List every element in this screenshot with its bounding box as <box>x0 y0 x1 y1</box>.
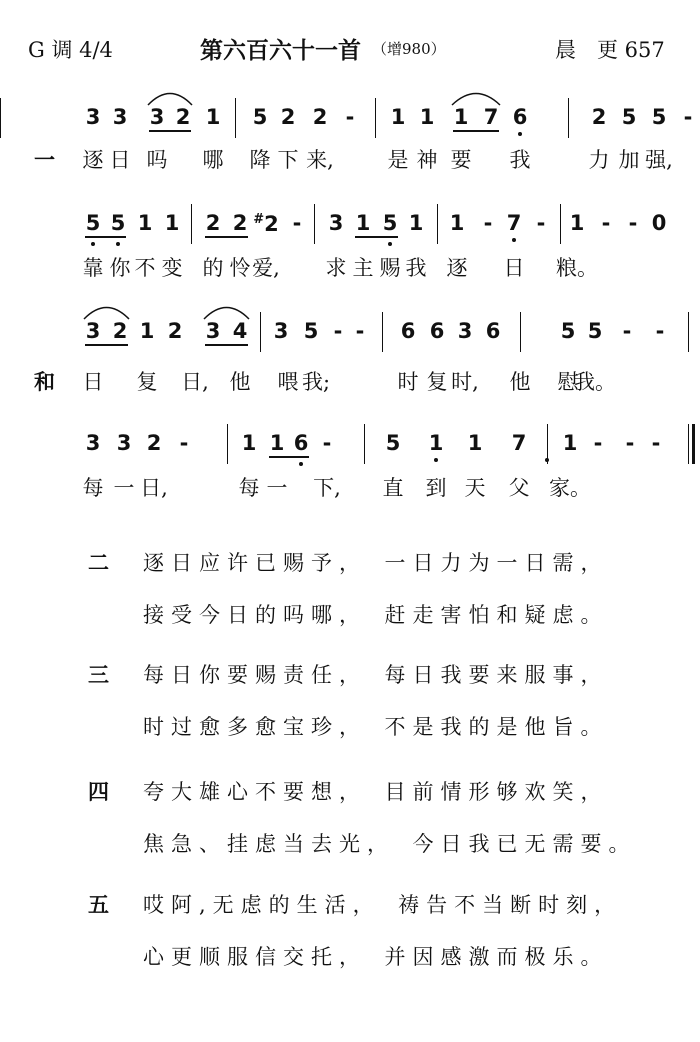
stanza-number: 五 <box>88 893 109 917</box>
note: 6 <box>293 431 309 455</box>
bar-line <box>568 98 569 138</box>
lyric-syllable: 你 <box>109 256 131 280</box>
note: - <box>483 211 493 235</box>
slur-arc <box>203 302 250 320</box>
octave-dot <box>91 242 95 246</box>
note: - <box>179 431 189 455</box>
note: 3 <box>85 105 101 129</box>
bar-line <box>235 98 236 138</box>
bar-line <box>437 204 438 244</box>
stanza-number: 四 <box>88 780 109 804</box>
bar-line <box>688 312 689 352</box>
note: - <box>593 431 603 455</box>
note: - <box>355 319 365 343</box>
note: 2 <box>232 211 248 235</box>
lyric-syllable: 时 <box>397 370 419 394</box>
note: 1 <box>390 105 406 129</box>
lyric-syllable: 他 <box>509 370 531 394</box>
octave-dot <box>518 132 522 136</box>
note: 3 <box>273 319 289 343</box>
lyric-syllable: 靠 <box>82 256 104 280</box>
eighth-underline <box>85 236 126 238</box>
note: 0 <box>651 211 667 235</box>
final-bar-line <box>692 424 695 464</box>
lyric-syllable: 哪 <box>202 148 224 172</box>
lyric-syllable: 是 <box>387 148 409 172</box>
note: 3 <box>85 431 101 455</box>
lyric-syllable: 求 <box>325 256 347 280</box>
lyric-syllable: 时, <box>451 370 479 394</box>
note: 2 <box>146 431 162 455</box>
bar-line <box>191 204 192 244</box>
note: 3 <box>85 319 101 343</box>
note: 1 <box>419 105 435 129</box>
lyric-syllable: 怜 <box>229 256 251 280</box>
note: 2 <box>175 105 191 129</box>
bar-line <box>364 424 365 464</box>
note: 1 <box>139 319 155 343</box>
stanza-line: 每日你要赐责任， 每日我要来服事， <box>143 663 609 687</box>
tune-name: 晨 更 657 <box>555 38 665 62</box>
lyric-syllable: 不 <box>134 256 156 280</box>
note: - <box>683 105 693 129</box>
lyric-syllable: 下, <box>313 476 341 500</box>
note: 1 <box>408 211 424 235</box>
note: 1 <box>164 211 180 235</box>
lyric-syllable: 天 <box>464 476 486 500</box>
note: 1 <box>137 211 153 235</box>
note: 1 <box>449 211 465 235</box>
bar-line <box>375 98 376 138</box>
note: 5 <box>621 105 637 129</box>
octave-dot <box>299 462 303 466</box>
note: - <box>628 211 638 235</box>
note: 1 <box>428 431 444 455</box>
note: 5 <box>110 211 126 235</box>
lyric-syllable: 强, <box>645 148 673 172</box>
lyric-syllable: 要 <box>450 148 472 172</box>
stanza-number: 二 <box>88 551 109 575</box>
octave-dot <box>116 242 120 246</box>
note: - <box>651 431 661 455</box>
slur-arc <box>451 88 501 106</box>
bar-line <box>560 204 561 244</box>
lyric-syllable: 逐 <box>82 148 104 172</box>
note: - <box>536 211 546 235</box>
lyric-syllable: 日 <box>82 370 104 394</box>
lyric-syllable: 加 <box>618 148 640 172</box>
lyric-syllable: 复 <box>426 370 448 394</box>
bar-line <box>382 312 383 352</box>
note: 6 <box>485 319 501 343</box>
eighth-underline <box>453 130 499 132</box>
note: 6 <box>429 319 445 343</box>
eighth-underline <box>269 456 309 458</box>
note: #2 <box>253 212 279 236</box>
stanza-line: 时过愈多愈宝珍， 不是我的是他旨。 <box>143 715 609 739</box>
note: 5 <box>587 319 603 343</box>
verse-marker: 一 <box>34 148 55 172</box>
bar-line <box>227 424 228 464</box>
lyric-syllable: 神 <box>416 148 438 172</box>
eighth-underline <box>205 344 248 346</box>
note: 6 <box>400 319 416 343</box>
stanza-line: 接受今日的吗哪， 赶走害怕和疑虑。 <box>143 603 609 627</box>
note: 1 <box>562 431 578 455</box>
note: 3 <box>328 211 344 235</box>
stanza-line: 焦急、挂虑当去光， 今日我已无需要。 <box>143 832 637 856</box>
note: 1 <box>241 431 257 455</box>
lyric-syllable: 日, <box>181 370 209 394</box>
note: - <box>322 431 332 455</box>
note: - <box>345 105 355 129</box>
lyric-syllable: 赐 <box>379 256 401 280</box>
note: 3 <box>149 105 165 129</box>
eighth-underline <box>149 130 191 132</box>
lyric-syllable: 力 <box>588 148 610 172</box>
lyric-syllable: 复 <box>136 370 158 394</box>
lyric-syllable: 主 <box>352 256 374 280</box>
note: 2 <box>591 105 607 129</box>
note: - <box>292 211 302 235</box>
note: - <box>625 431 635 455</box>
octave-dot <box>388 242 392 246</box>
lyric-syllable: 日, <box>140 476 168 500</box>
lyric-syllable: 日 <box>109 148 131 172</box>
lyric-syllable: 他 <box>229 370 251 394</box>
note: 6 <box>512 105 528 129</box>
note: - <box>601 211 611 235</box>
note: 5 <box>303 319 319 343</box>
lyric-syllable: 降 <box>249 148 271 172</box>
note: 2 <box>167 319 183 343</box>
hymn-title: 第六百六十一首 <box>200 38 361 64</box>
note: 5 <box>85 211 101 235</box>
lyric-syllable: 一 <box>266 476 288 500</box>
octave-dot <box>434 458 438 462</box>
note: 2 <box>205 211 221 235</box>
lyric-syllable: 来, <box>306 148 334 172</box>
note: 3 <box>112 105 128 129</box>
note: 3 <box>205 319 221 343</box>
note: 7 <box>511 431 527 455</box>
note: 1 <box>269 431 285 455</box>
note: 7 <box>506 211 522 235</box>
note: 5 <box>651 105 667 129</box>
bar-line <box>314 204 315 244</box>
lyric-syllable: 慰 <box>557 370 579 394</box>
lyric-syllable: 爱, <box>252 256 280 280</box>
lyric-syllable: 日 <box>503 256 525 280</box>
lyric-syllable: 到 <box>425 476 447 500</box>
lyric-syllable: 一 <box>113 476 135 500</box>
note: - <box>333 319 343 343</box>
note: 5 <box>382 211 398 235</box>
verse-marker: 和 <box>34 370 55 394</box>
lyric-syllable: 我。 <box>574 370 616 394</box>
note: 3 <box>116 431 132 455</box>
note: 5 <box>385 431 401 455</box>
eighth-underline <box>355 236 398 238</box>
lyric-syllable: 下 <box>277 148 299 172</box>
lyric-syllable: 逐 <box>446 256 468 280</box>
octave-dot <box>545 458 549 462</box>
note: 4 <box>232 319 248 343</box>
slur-arc <box>83 302 130 320</box>
octave-dot <box>512 238 516 242</box>
bar-line <box>0 98 1 138</box>
note: - <box>622 319 632 343</box>
eighth-underline <box>85 344 128 346</box>
note: 5 <box>252 105 268 129</box>
hymn-subtitle: （增980） <box>372 40 446 58</box>
lyric-syllable: 粮。 <box>556 256 598 280</box>
note: 5 <box>560 319 576 343</box>
lyric-syllable: 每 <box>82 476 104 500</box>
lyric-syllable: 吗 <box>146 148 168 172</box>
note: - <box>655 319 665 343</box>
note: 1 <box>355 211 371 235</box>
note: 3 <box>457 319 473 343</box>
note: 7 <box>483 105 499 129</box>
lyric-syllable: 直 <box>382 476 404 500</box>
stanza-line: 心更顺服信交托， 并因感激而极乐。 <box>143 945 609 969</box>
lyric-syllable: 我 <box>405 256 427 280</box>
bar-line <box>688 424 689 464</box>
lyric-syllable: 家。 <box>549 476 591 500</box>
note: 1 <box>205 105 221 129</box>
bar-line <box>520 312 521 352</box>
lyric-syllable: 喂 <box>277 370 299 394</box>
lyric-syllable: 变 <box>161 256 183 280</box>
note: 1 <box>569 211 585 235</box>
lyric-syllable: 我; <box>301 370 331 394</box>
slur-arc <box>147 88 193 106</box>
stanza-line: 哎阿,无虑的生活， 祷告不当断时刻， <box>143 893 623 917</box>
note: 2 <box>312 105 328 129</box>
lyric-syllable: 父 <box>508 476 530 500</box>
eighth-underline <box>205 236 248 238</box>
lyric-syllable: 我 <box>509 148 531 172</box>
note: 2 <box>112 319 128 343</box>
note: 1 <box>453 105 469 129</box>
stanza-number: 三 <box>88 663 109 687</box>
stanza-line: 夸大雄心不要想， 目前情形够欢笑， <box>143 780 609 804</box>
lyric-syllable: 每 <box>238 476 260 500</box>
stanza-line: 逐日应许已赐予， 一日力为一日需， <box>143 551 609 575</box>
bar-line <box>260 312 261 352</box>
key-signature: G 调 4/4 <box>28 38 113 62</box>
lyric-syllable: 的 <box>202 256 224 280</box>
note: 2 <box>280 105 296 129</box>
note: 1 <box>467 431 483 455</box>
